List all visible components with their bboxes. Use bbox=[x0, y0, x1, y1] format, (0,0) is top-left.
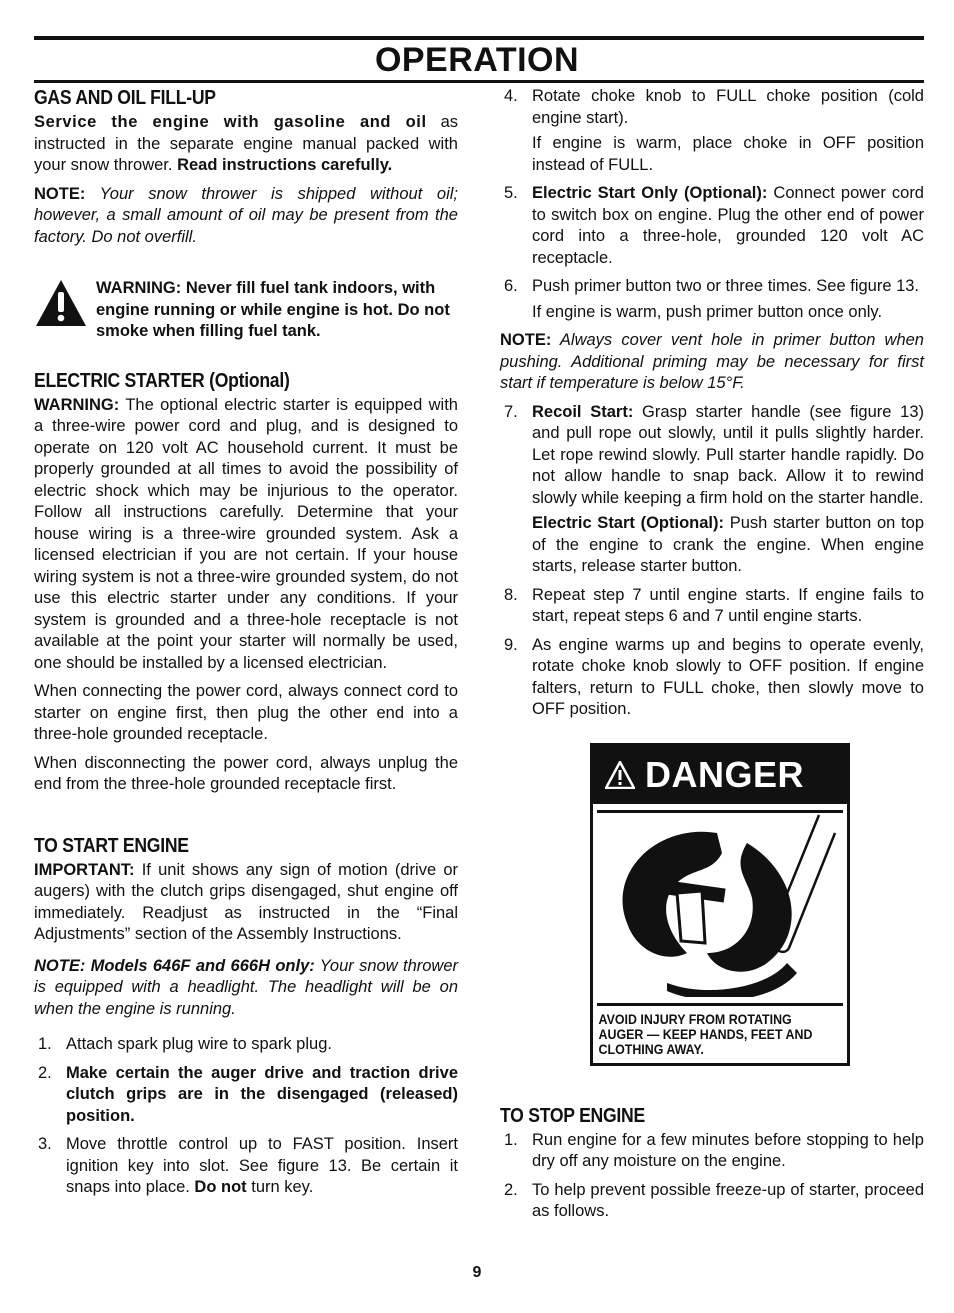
danger-caption: AVOID INJURY FROM ROTATING AUGER — KEEP HANDS, FEET AND CLOTHING AWAY. bbox=[598, 1011, 813, 1057]
gas-oil-heading: GAS AND OIL FILL-UP bbox=[34, 87, 216, 109]
list-item: 2. To help prevent possible freeze-up of starter, proceed as follows. bbox=[504, 1180, 924, 1220]
page-number: 9 bbox=[472, 1264, 482, 1281]
gas-oil-note: NOTE: Your snow thrower is shipped without oil; however, a small amount of oil may be present from the factory. Do not overfill. bbox=[34, 184, 458, 246]
list-item: 1. Attach spark plug wire to spark plug. bbox=[38, 1035, 332, 1053]
start-steps-left bbox=[34, 1034, 458, 1199]
right-column bbox=[500, 86, 924, 1230]
auger-hazard-icon bbox=[597, 810, 843, 1006]
list-item: 1. Run engine for a few minutes before stopping to help dry off any moisture on the engine. bbox=[504, 1130, 924, 1170]
start-steps-right-cont bbox=[500, 402, 924, 721]
electric-starter-warning: WARNING: The optional electric starter is equipped with a three-wire power cord and plug, and is designed to operate on 120 volt AC household current. It must be properly grounded at all times to avoid the possibility of electric shock which may be injurious to the operator. Follow all instructions carefully. Determine that your house wiring is a three-wire grounded system. Ask a licensed electrician if you are not certain. If your house wiring system is not a three-wire grounded system, do not use this electric starter under any conditions. If your system is grounded and a three-hole receptacle is not available at the point your starter will normally be used, one should be installed by a licensed electrician. bbox=[34, 395, 458, 672]
list-item: 7. Recoil Start: Grasp starter handle (see figure 13) and pull rope out slowly, until it pulls slightly harder. Let rope rewind slowly. Pull starter handle rapidly. Do not allow handle to snap back. Allow it to rewind slowly while keeping a firm hold on the starter handle. Electric Start (Optional): Push starter button on top of the engine to crank the engine. When engine starts, release starter button. bbox=[504, 402, 925, 575]
electric-starter-disconnect: When disconnecting the power cord, always unplug the end from the three-hole grounded receptacle first. bbox=[34, 753, 458, 793]
list-item: 5. Electric Start Only (Optional): Connect power cord to switch box on engine. Plug the other end of power cord into a three-hole, grounded 120 volt AC receptacle. bbox=[504, 184, 924, 267]
start-engine-note: NOTE: Models 646F and 666H only: Your snow thrower is equipped with a headlight. The headlight will be on when the engine is running. bbox=[34, 956, 458, 1018]
stop-steps bbox=[500, 1130, 924, 1223]
list-item: 6. Push primer button two or three times. See figure 13. If engine is warm, push primer button once only. bbox=[504, 277, 920, 321]
list-item: 2. Make certain the auger drive and traction drive clutch grips are in the disengaged (released) position. bbox=[38, 1063, 458, 1125]
list-item: 3. Move throttle control up to FAST position. Insert ignition key into slot. See figure 13. Be certain it snaps into place. Do not turn key. bbox=[38, 1135, 458, 1196]
warning-triangle-icon bbox=[34, 278, 96, 343]
start-engine-important: IMPORTANT: If unit shows any sign of motion (drive or augers) with the clutch grips disengaged, shut engine off immediately. Readjust as instructed in the “Final Adjustments” section of the Assembly Instructions. bbox=[34, 860, 458, 943]
list-item: 8. Repeat step 7 until engine starts. If engine fails to start, repeat steps 6 and 7 until engine starts. bbox=[504, 585, 924, 625]
start-steps-right bbox=[500, 86, 924, 323]
stop-engine-heading: TO STOP ENGINE bbox=[500, 1104, 645, 1127]
list-item: 9. As engine warms up and begins to operate evenly, rotate choke knob slowly to OFF position. If engine falters, return to FULL choke, then slowly move to OFF position. bbox=[504, 635, 924, 718]
left-column bbox=[34, 86, 458, 1206]
danger-title: DANGER bbox=[645, 753, 805, 795]
page-title: OPERATION bbox=[374, 41, 580, 79]
electric-starter-connect: When connecting the power cord, always connect cord to starter on engine first, then plug the other end into a three-hole grounded receptacle. bbox=[34, 682, 458, 743]
primer-note: NOTE: Always cover vent hole in primer button when pushing. Additional priming may be necessary for first start if temperature is below 15°F. bbox=[500, 331, 924, 392]
list-item: 4. Rotate choke knob to FULL choke position (cold engine start). If engine is warm, place choke in OFF position instead of FULL. bbox=[504, 87, 924, 174]
electric-starter-heading: ELECTRIC STARTER (Optional) bbox=[34, 369, 290, 392]
warning-triangle-icon bbox=[605, 761, 635, 789]
danger-label bbox=[590, 743, 850, 1066]
gas-oil-paragraph: Service the engine with gasoline and oil as instructed in the separate engine manual packed with your snow thrower. Read instructions carefully. bbox=[34, 113, 458, 174]
fuel-warning-text: WARNING: Never fill fuel tank indoors, with engine running or while engine is hot. Do not smoke when filling fuel tank. bbox=[96, 279, 450, 340]
start-engine-heading: TO START ENGINE bbox=[34, 834, 189, 857]
fuel-warning bbox=[34, 278, 458, 343]
title-rule bbox=[34, 80, 924, 83]
